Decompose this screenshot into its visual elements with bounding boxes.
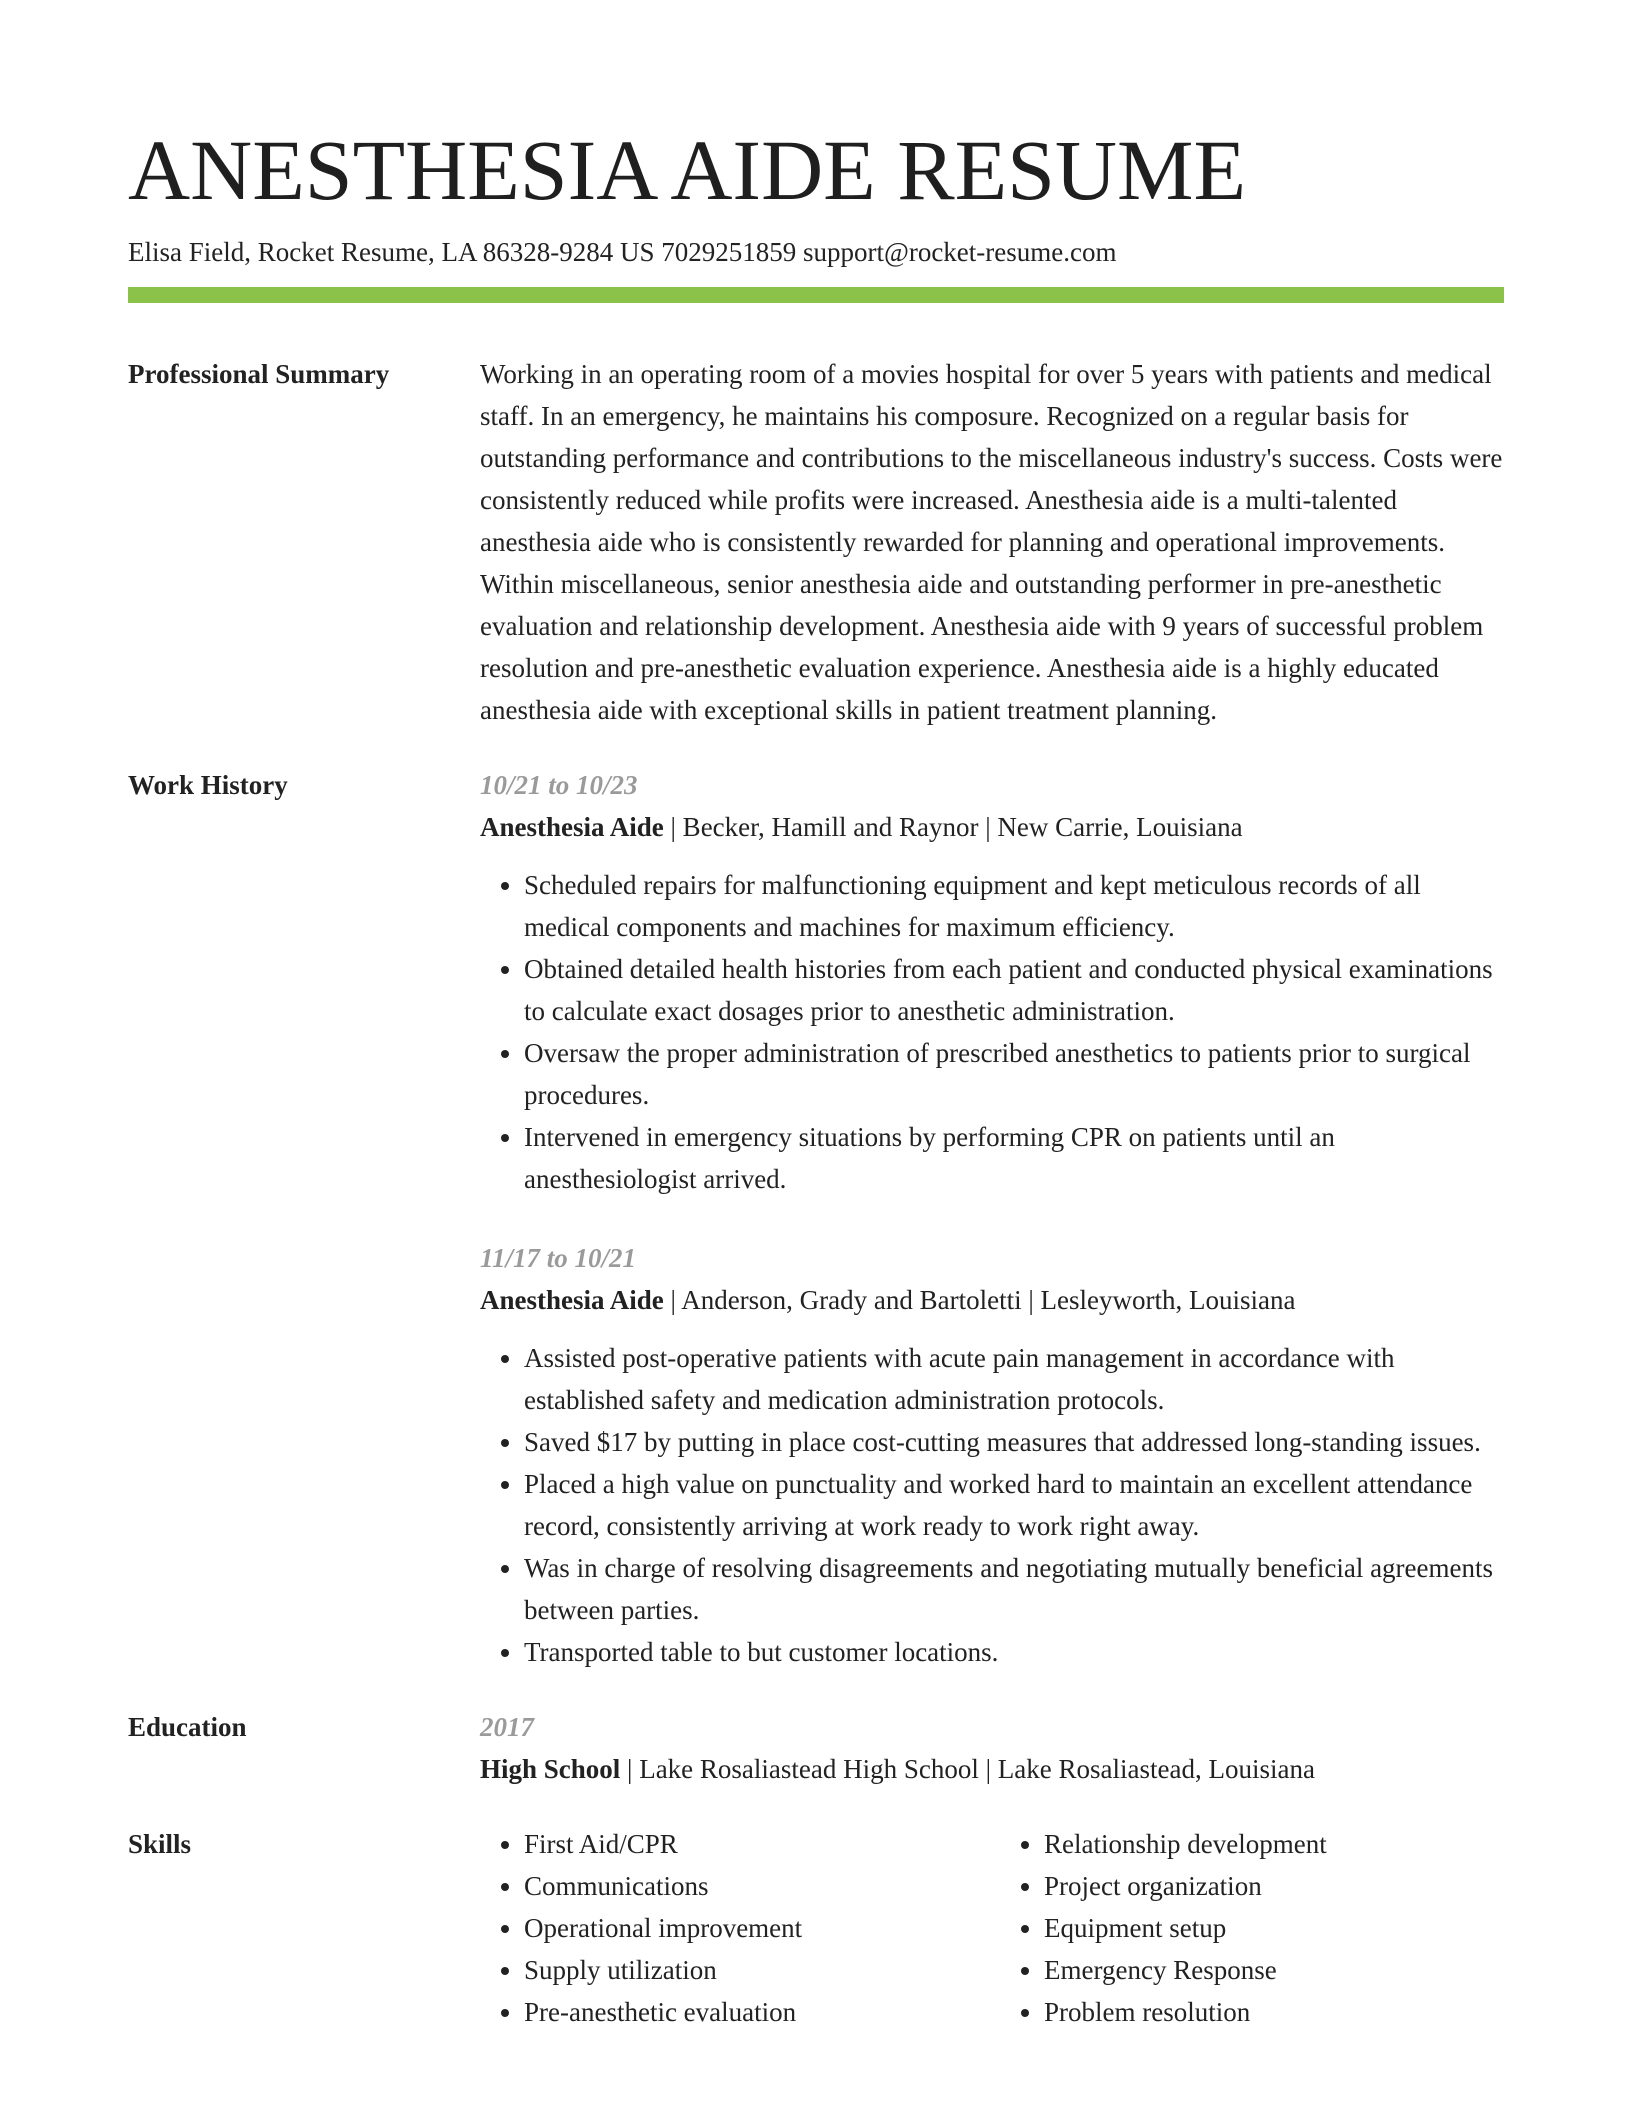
job-bullet: • Saved $17 by putting in place cost-cutting measures that addressed long-standing issues. [524,1421,1504,1463]
job-bullet: • Obtained detailed health histories from each patient and conducted physical examinations to calculate exact dosages prior to anesthetic administration. [524,948,1504,1032]
skill-item: • Project organization [1044,1865,1504,1907]
job-bullet: • Transported table to but customer locations. [524,1631,1504,1673]
section-label-education: Education [128,1712,247,1742]
skill-item: • Emergency Response [1044,1949,1504,1991]
section-label-summary: Professional Summary [128,359,390,389]
resume-title: ANESTHESIA AIDE RESUME [128,122,1247,218]
skills-section [128,1823,1504,2033]
summary-text: Working in an operating room of a movies hospital for over 5 years with patients and medical staff. In an emergency, he maintains his composure. Recognized on a regular basis for outstanding performance and contributions to the miscellaneous industry's success. Costs were consistently reduced while profits were increased. Anesthesia aide is a multi-talented anesthesia aide who is consistently rewarded for planning and operational improvements. Within miscellaneous, senior anesthesia aide and outstanding performer in pre-anesthetic evaluation and relationship development. Anesthesia aide with 9 years of successful problem resolution and pre-anesthetic evaluation experience. Anesthesia aide is a highly educated anesthesia aide with exceptional skills in patient treatment planning. [480,359,1503,725]
work-history-section [128,764,1504,1673]
job-bullet: • Assisted post-operative patients with acute pain management in accordance with established safety and medication administration protocols. [524,1337,1504,1421]
skill-item: • Communications [524,1865,984,1907]
job-bullet: • Intervened in emergency situations by performing CPR on patients until an anesthesiologist arrived. [524,1116,1504,1200]
summary-section [128,353,1504,731]
skill-item: • Equipment setup [1044,1907,1504,1949]
section-label-skills: Skills [128,1829,192,1859]
section-label-work-history: Work History [128,770,288,800]
resume-page [128,118,1504,2033]
job-bullet: • Was in charge of resolving disagreements and negotiating mutually beneficial agreements between parties. [524,1547,1504,1631]
job-employer-location: | Anderson, Grady and Bartoletti | Lesleyworth, Louisiana [663,1285,1296,1315]
job-bullets [480,1337,1504,1673]
job-bullet: • Scheduled repairs for malfunctioning equipment and kept meticulous records of all medical components and machines for maximum efficiency. [524,864,1504,948]
skill-item: • Operational improvement [524,1907,984,1949]
skill-item: • Problem resolution [1044,1991,1504,2033]
job-entry [480,1237,1504,1673]
skill-item: • Pre-anesthetic evaluation [524,1991,984,2033]
skill-item: • Supply utilization [524,1949,984,1991]
job-heading [480,806,1504,848]
skills-columns [480,1823,1504,2033]
skill-item: • Relationship development [1044,1823,1504,1865]
job-title: Anesthesia Aide [480,1285,664,1315]
accent-divider [128,287,1504,303]
skills-column-right [984,1823,1504,2033]
skills-column-left [480,1823,984,2033]
job-bullet: • Placed a high value on punctuality and worked hard to maintain an excellent attendance record, consistently arriving at work ready to work right away. [524,1463,1504,1547]
job-heading [480,1279,1504,1321]
skill-item: • First Aid/CPR [524,1823,984,1865]
job-title: Anesthesia Aide [480,812,664,842]
job-bullet: • Oversaw the proper administration of prescribed anesthetics to patients prior to surgical procedures. [524,1032,1504,1116]
education-school-location: | Lake Rosaliastead High School | Lake Rosaliastead, Louisiana [620,1754,1315,1784]
contact-line: Elisa Field, Rocket Resume, LA 86328-9284 US 7029251859 support@rocket-resume.com [128,237,1117,267]
job-employer-location: | Becker, Hamill and Raynor | New Carrie, Louisiana [663,812,1243,842]
education-year: 2017 [480,1712,534,1742]
job-entry [480,764,1504,1200]
education-heading [480,1748,1504,1790]
job-dates: 11/17 to 10/21 [480,1243,637,1273]
education-degree: High School [480,1754,621,1784]
job-dates: 10/21 to 10/23 [480,770,638,800]
education-section [128,1706,1504,1790]
job-bullets [480,864,1504,1200]
